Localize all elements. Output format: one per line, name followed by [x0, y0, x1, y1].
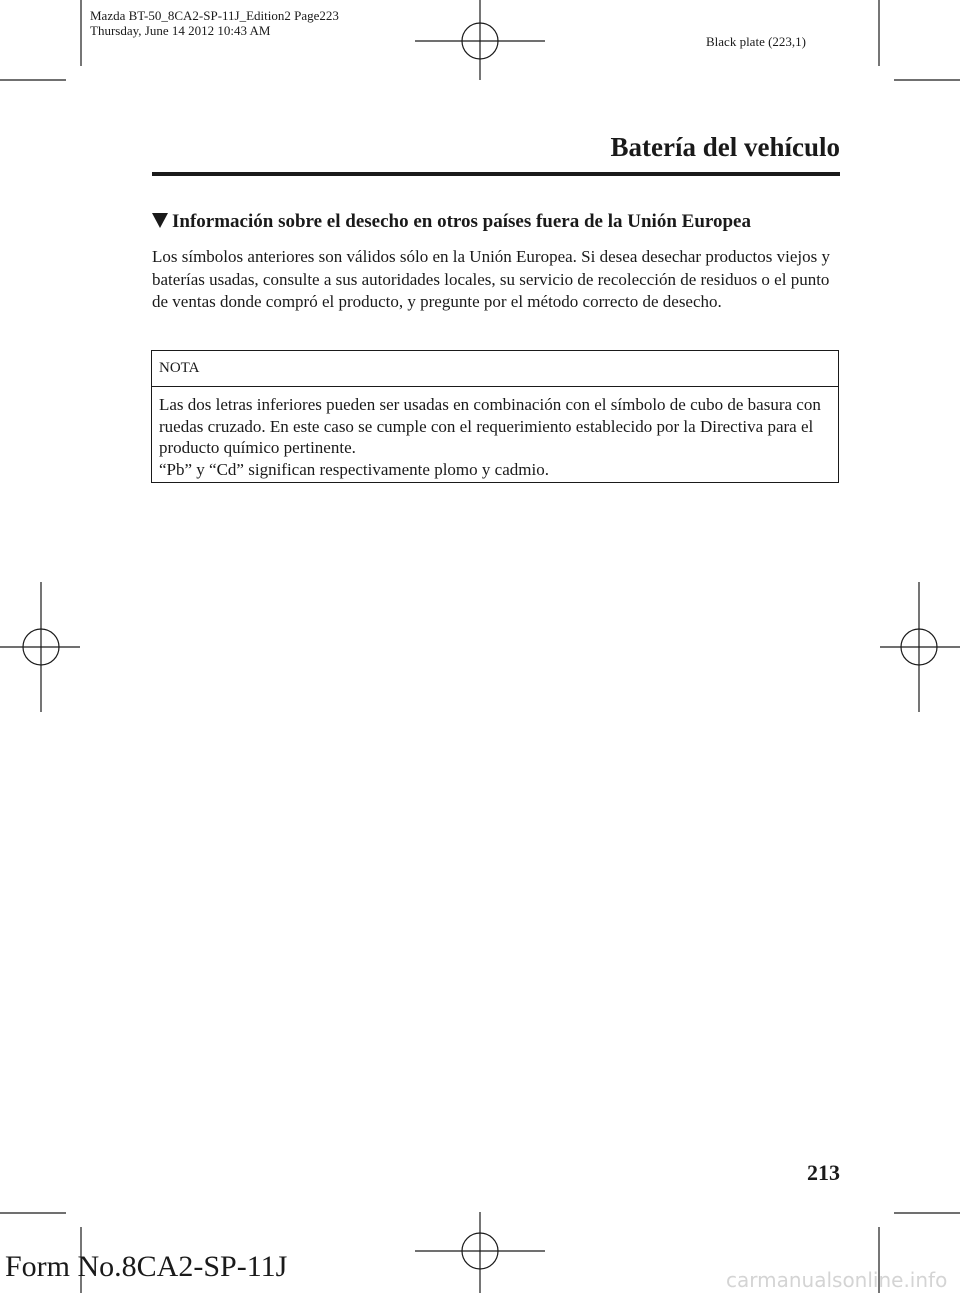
triangle-bullet-icon: [152, 213, 168, 228]
note-body: [152, 387, 838, 480]
plate-label: Black plate (223,1): [706, 34, 806, 49]
note-box: [151, 350, 839, 483]
subheading-text: Información sobre el desecho en otros países fuera de la Unión Europea: [172, 211, 751, 232]
section-rule: [152, 172, 840, 176]
note-heading: NOTA: [152, 351, 838, 387]
print-info-date: Thursday, June 14 2012 10:43 AM: [90, 23, 271, 38]
watermark-text: carmanualsonline.info: [726, 1268, 948, 1292]
print-info-file: Mazda BT-50_8CA2-SP-11J_Edition2 Page223: [90, 8, 339, 23]
page-number: 213: [807, 1160, 840, 1185]
note-text-symbols: “Pb” y “Cd” significan respectivamente plomo y cadmio.: [159, 459, 549, 479]
section-title: Batería del vehículo: [610, 132, 840, 162]
form-number: Form No.8CA2-SP-11J: [5, 1250, 288, 1283]
note-text: Las dos letras inferiores pueden ser usadas en combinación con el símbolo de cubo de basura con ruedas cruzado. En este caso se cumple con el requerimiento establecido por la Directiva para el producto químico pertinente.: [159, 395, 821, 457]
print-info: [90, 8, 339, 38]
body-paragraph: Los símbolos anteriores son válidos sólo en la Unión Europea. Si desea desechar productos viejos y baterías usadas, consulte a sus autoridades locales, su servicio de recolección de residuos o el punto de ventas donde compró el producto, y pregunte por el método correcto de desecho.: [152, 247, 830, 311]
subheading: [152, 211, 852, 233]
